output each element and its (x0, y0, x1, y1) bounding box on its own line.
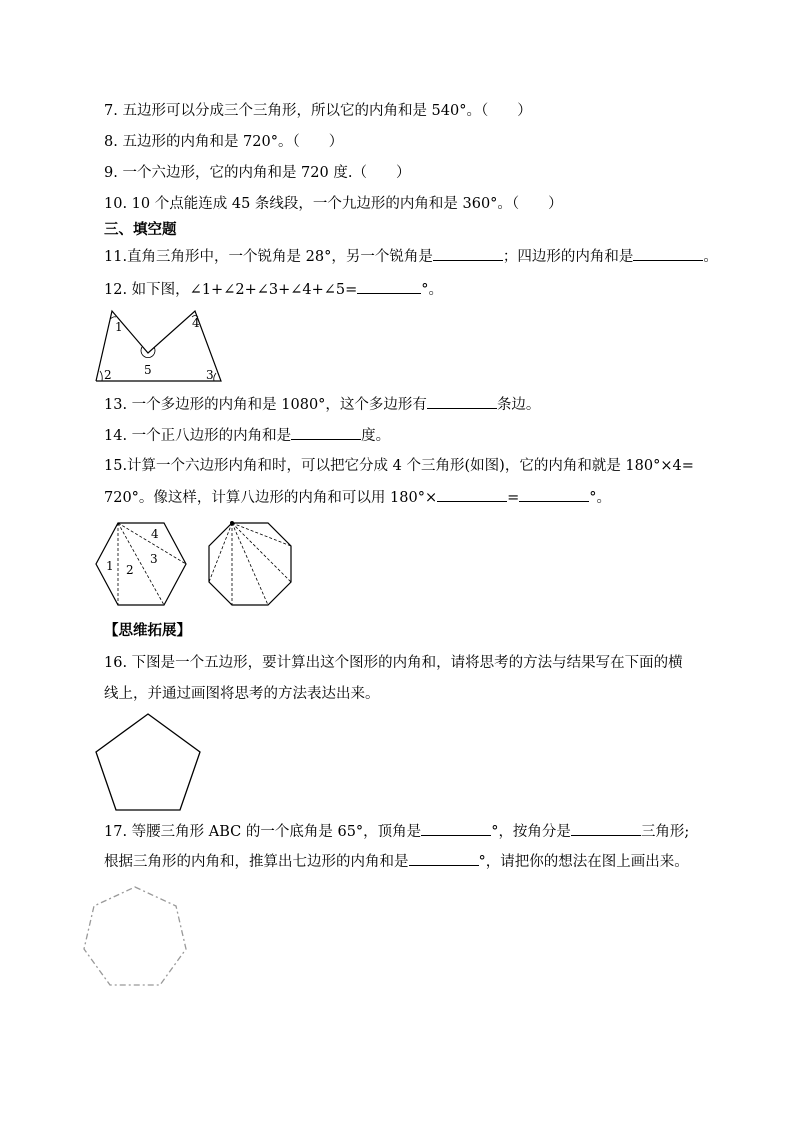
answer-blank-13[interactable] (427, 394, 497, 409)
label-triangle-1: 1 (106, 559, 114, 573)
heptagon-outline (84, 887, 186, 985)
question-16-line2-text: 线上，并通过画图将思考的方法表达出来。 (104, 686, 380, 702)
figure-q15-hexagon (94, 521, 188, 607)
answer-blank-12[interactable] (357, 279, 421, 294)
question-16-line-2 (104, 684, 380, 704)
section-heading-text: 三、填空题 (104, 221, 177, 238)
question-14-part2: 度。 (361, 428, 391, 444)
answer-blank-11a[interactable] (433, 246, 503, 261)
question-11 (104, 246, 718, 267)
question-13 (104, 394, 540, 415)
question-15-line2-part1: 720°。像这样，计算八边形的内角和可以用 180°× (104, 490, 438, 506)
label-angle-1: 1 (115, 320, 123, 334)
question-12-part1: 12. 如下图，∠1+∠2+∠3+∠4+∠5= (104, 282, 358, 298)
question-17-line-2 (104, 851, 689, 872)
question-17-line-1 (104, 821, 689, 842)
figure-q15-octagon (207, 521, 293, 607)
question-17-line2-part2: °，请把你的想法在图上画出来。 (478, 854, 689, 870)
question-9-text: 9. 一个六边形，它的内角和是 720 度.（ ） (104, 165, 411, 181)
answer-blank-17c[interactable] (409, 851, 479, 866)
oct-diagonal-1 (209, 523, 232, 582)
angle-arc-3 (214, 373, 216, 381)
extension-heading-text: 【思维拓展】 (104, 622, 191, 639)
question-10-text: 10. 10 个点能连成 45 条线段，一个九边形的内角和是 360°。（ ） (104, 196, 563, 212)
question-17-line1-part2: °，按角分是 (491, 824, 571, 840)
question-15-line1-text: 15.计算一个六边形内角和时，可以把它分成 4 个三角形(如图)，它的内角和就是 180°×4= (104, 458, 694, 474)
question-11-part3: 。 (703, 249, 718, 265)
label-triangle-4: 4 (151, 527, 159, 541)
label-angle-3: 3 (206, 368, 214, 382)
answer-blank-15a[interactable] (437, 487, 507, 502)
question-12-part2: °。 (421, 282, 444, 298)
question-17-line2-part1: 根据三角形的内角和，推算出七边形的内角和是 (104, 854, 409, 870)
question-11-part1: 11.直角三角形中，一个锐角是 28°，另一个锐角是 (104, 249, 433, 265)
question-9 (104, 163, 410, 183)
figure-q16-pentagon (94, 712, 202, 812)
answer-blank-15b[interactable] (519, 487, 589, 502)
answer-blank-17b[interactable] (571, 821, 641, 836)
extension-heading (104, 621, 191, 641)
question-12 (104, 279, 443, 300)
section-heading-fill-in (104, 220, 177, 240)
answer-blank-11b[interactable] (633, 246, 703, 261)
answer-blank-14[interactable] (291, 425, 361, 440)
angle-arc-2 (100, 371, 102, 381)
question-14-part1: 14. 一个正八边形的内角和是 (104, 428, 292, 444)
pentagon-outline (96, 714, 200, 810)
label-angle-5: 5 (144, 363, 152, 377)
figure-q17-heptagon (80, 885, 190, 989)
question-7 (104, 101, 532, 121)
question-13-part2: 条边。 (496, 397, 541, 413)
octagon-outline (209, 523, 291, 605)
question-15-line-2 (104, 487, 611, 508)
question-14 (104, 425, 390, 446)
label-angle-2: 2 (104, 368, 112, 382)
question-15-line2-part3: °。 (589, 490, 612, 506)
label-triangle-3: 3 (150, 552, 158, 566)
question-10 (104, 194, 563, 214)
question-17-line1-part1: 17. 等腰三角形 ABC 的一个底角是 65°，顶角是 (104, 824, 422, 840)
question-15-line-1 (104, 456, 694, 476)
question-8 (104, 132, 343, 152)
label-angle-4: 4 (192, 316, 200, 330)
question-8-text: 8. 五边形的内角和是 720°。（ ） (104, 134, 344, 150)
label-triangle-2: 2 (126, 563, 134, 577)
question-16-line-1 (104, 653, 683, 673)
answer-blank-17a[interactable] (421, 821, 491, 836)
figure-q12-concave-pentagon (92, 305, 227, 385)
question-16-line1-text: 16. 下图是一个五边形，要计算出这个图形的内角和，请将思考的方法与结果写在下面的横 (104, 655, 683, 671)
question-15-line2-part2: = (507, 490, 520, 506)
question-11-part2: ；四边形的内角和是 (502, 249, 634, 265)
oct-diagonal-4 (232, 523, 291, 582)
question-13-part1: 13. 一个多边形的内角和是 1080°，这个多边形有 (104, 397, 427, 413)
question-17-line1-part3: 三角形; (640, 824, 690, 840)
question-7-text: 7. 五边形可以分成三个三角形，所以它的内角和是 540°。（ ） (104, 103, 532, 119)
oct-vertex-dot (230, 521, 234, 525)
